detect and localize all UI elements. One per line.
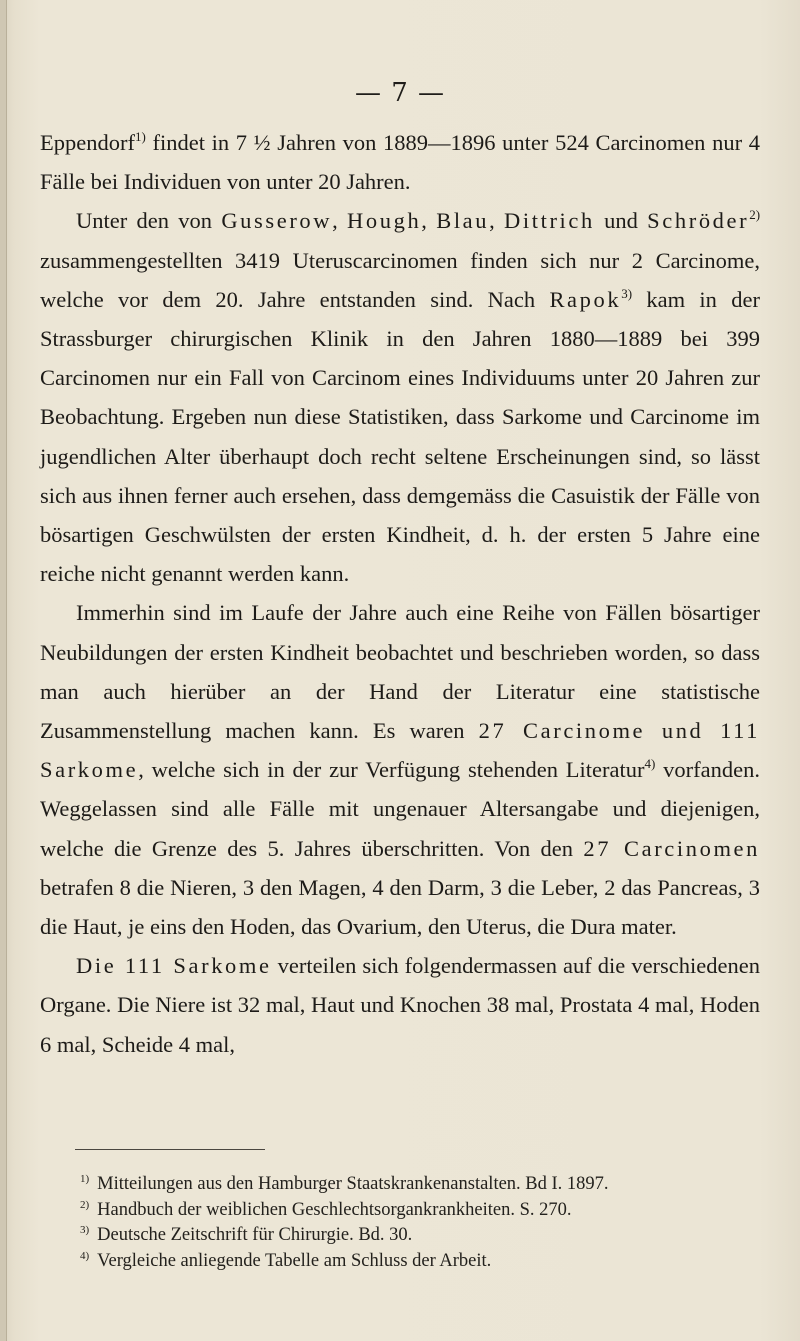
text-run: , [489, 208, 505, 234]
footnote-mark: 2) [80, 1198, 90, 1211]
text-run: zusammengestellten 3419 Uteruscarcinomen finden sich nur 2 Carcinome, welche vor dem 20. Jahre entstanden sind. Nach [40, 247, 760, 312]
footnote-text: Deutsche Zeitschrift für Chirurgie. Bd. 30. [97, 1225, 413, 1245]
footnote-text: Vergleiche anliegende Tabelle am Schluss der Arbeit. [97, 1250, 492, 1271]
text-run: kam in der Strassburger chirurgischen Klinik in den Jahren 1880—1889 bei 399 Carcinomen nur ein Fall von Carcinom eines Individuums unter 20 Jahren zur Beobachtung. Ergeben nun diese Statistiken, dass Sarkome und Carcinome im jugendlichen Alter überhaupt doch recht seltene Erscheinungen sind, so lässt sich aus ihnen ferner auch ersehen, dass demgemäss die Casuistik der Fälle von bösartigen Geschwülsten der ersten Kindheit, d. h. der ersten 5 Jahre eine reiche nicht genannt werden kann. [40, 286, 760, 587]
text-run: findet in 7 ½ Jahren von 1889—1896 unter 524 Carcinomen nur 4 Fälle bei Individuen von unter 20 Jahren. [40, 130, 760, 195]
text-run: vorfanden. Weggelassen sind alle Fälle mit ungenauer Altersangabe und diejenigen, welche die Grenze des 5. Jahres überschritten. Von den [40, 757, 760, 861]
text-run: verteilen sich folgendermassen auf die verschiedenen Organe. Die Niere ist 32 mal, Haut und Knochen 38 mal, Prostata 4 mal, Hoden 6 mal, Scheide 4 mal, [40, 953, 760, 1057]
paragraph [40, 593, 760, 946]
footnote-reference: 1) [134, 129, 146, 144]
footnotes [80, 1172, 760, 1274]
binding-edge [0, 0, 7, 1341]
spaced-emphasis: Die 111 Sarkome [76, 953, 272, 979]
body-text [40, 123, 760, 1064]
footnote [80, 1223, 760, 1249]
footnote-reference: 3) [621, 285, 633, 301]
footnote-text: Handbuch der weiblichen Geschlechtsorgankrankheiten. S. 270. [97, 1199, 572, 1220]
page-number: — 7 — [354, 78, 446, 108]
footnote [80, 1249, 760, 1275]
footnote-separator [75, 1149, 265, 1150]
text-run: , welche sich in der zur Verfügung stehenden Literatur [138, 757, 645, 783]
spaced-emphasis: 27 Carcinomen [583, 835, 760, 861]
footnote-mark: 1) [80, 1173, 90, 1185]
paragraph [40, 123, 760, 201]
spaced-emphasis: Rapok [549, 286, 622, 312]
spaced-emphasis: Blau [436, 208, 490, 234]
footnote-reference: 2) [749, 207, 761, 223]
footnote [80, 1198, 760, 1224]
text-run: betrafen 8 die Nieren, 3 den Magen, 4 den Darm, 3 die Leber, 2 das Pancreas, 3 die Haut, je eins den Hoden, das Ovarium, den Uterus, die Dura mater. [40, 874, 760, 940]
footnote-text: Mitteilungen aus den Hamburger Staatskrankenanstalten. Bd I. 1897. [97, 1174, 609, 1194]
footnote-mark: 3) [80, 1224, 90, 1236]
text-run: Immerhin sind im Laufe der Jahre auch eine Reihe von Fällen bösartiger Neubildungen der ersten Kindheit beobachtet und beschrieben worden, so dass man auch hierüber an der Hand der Literatur eine statistische Zusammenstellung machen kann. Es waren [40, 600, 760, 744]
text-run: , [332, 208, 348, 234]
text-run: und [594, 208, 648, 234]
footnote-mark: 4) [80, 1249, 90, 1262]
text-run: Eppendorf [40, 130, 135, 155]
spaced-emphasis: Gusserow [221, 208, 333, 234]
spaced-emphasis: Hough [347, 208, 422, 234]
text-run: Unter den von [76, 208, 222, 234]
spaced-emphasis: 27 Carcinome und 111 Sarkome [40, 718, 761, 783]
paragraph [40, 201, 760, 593]
footnote [80, 1172, 760, 1198]
footnote-reference: 4) [644, 756, 656, 772]
paragraph [40, 946, 760, 1064]
spaced-emphasis: Dittrich [504, 208, 595, 234]
spaced-emphasis: Schröder [647, 208, 750, 234]
text-run: , [421, 208, 437, 234]
